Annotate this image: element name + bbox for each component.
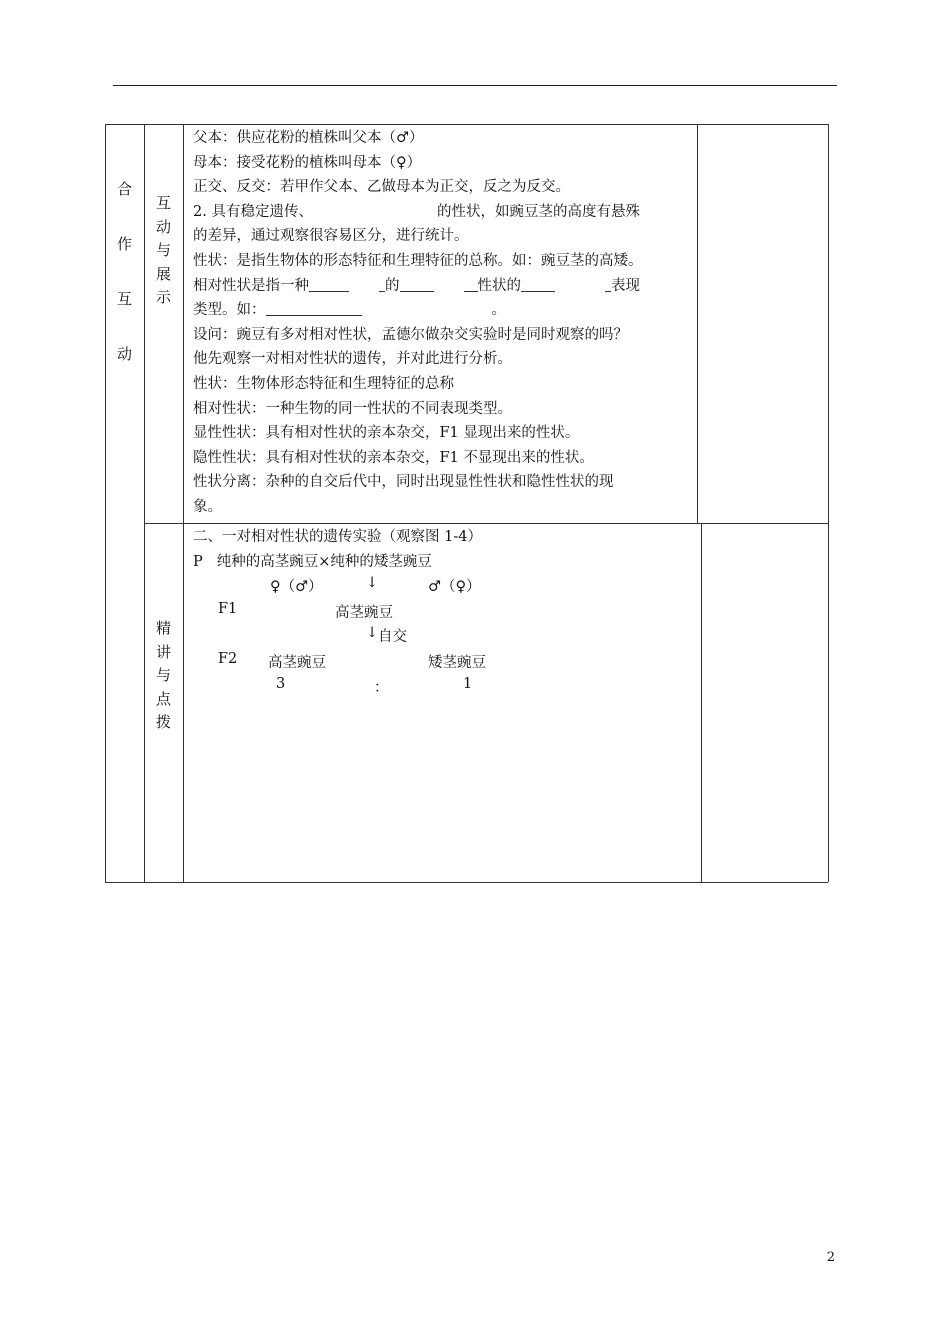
f1-value: 高茎豌豆 [335, 605, 393, 621]
text-line: 母本：接受花粉的植株叫母本（♀） [193, 154, 422, 171]
text-line: 的差异，通过观察很容易区分，进行统计。 [193, 228, 469, 245]
text-line: 他先观察一对相对性状的遗传，并对此进行分析。 [193, 351, 512, 368]
text-line: 设问：豌豆有多对相对性状，孟德尔做杂交实验时是同时观察的吗？ [193, 326, 628, 343]
text-line: 隐性性状：具有相对性状的亲本杂交，F1 不显现出来的性状。 [193, 449, 594, 466]
f2-label: F2 [218, 651, 238, 667]
ratio-left: 3 [276, 676, 286, 692]
text-line: 相对性状：一种生物的同一性状的不同表现类型。 [193, 400, 512, 417]
f1-label: F1 [218, 601, 238, 617]
text-line: 类型。如： 。 [193, 298, 643, 323]
ratio-separator: ： [374, 680, 389, 696]
text-line: 象。 [193, 498, 222, 515]
section2-content [193, 525, 482, 574]
section2-label: 精 讲 与 点 拨 [155, 619, 171, 731]
fill-blank[interactable] [521, 275, 555, 292]
arrow-down-icon: ↓ [366, 625, 379, 641]
page-number: 2 [826, 1250, 835, 1265]
table-border-top [105, 124, 828, 125]
p-generation-line: P 纯种的高茎豌豆×纯种的矮茎豌豆 [193, 553, 432, 570]
fill-blank[interactable] [266, 299, 362, 316]
text-line: 性状：生物体形态特征和生理特征的总称 [193, 375, 454, 392]
selfing-label: 自交 [378, 629, 407, 645]
table-col-divider-3b [701, 523, 702, 882]
outer-section-label: 合 作 互 动 [116, 180, 132, 363]
text-line: 2. 具有稳定遗传、 的性状，如豌豆茎的高度有悬殊 [193, 203, 640, 220]
table-border-bottom [105, 882, 828, 883]
text-line: 显性性状：具有相对性状的亲本杂交，F1 显现出来的性状。 [193, 425, 580, 442]
section1-label: 互 动 与 展 示 [155, 194, 171, 306]
text-line: 性状分离：杂种的自交后代中，同时出现显性性状和隐性性状的现 [193, 474, 614, 491]
section2-title: 二、一对相对性状的遗传实验（观察图 1-4） [193, 529, 482, 545]
fill-blank[interactable] [464, 275, 478, 292]
fill-blank[interactable] [309, 275, 349, 292]
text-line: 正交、反交：若甲作父本、乙做母本为正交，反之为反交。 [193, 179, 570, 196]
f2-tall: 高茎豌豆 [268, 655, 326, 671]
arrow-down-icon: ↓ [366, 575, 379, 591]
table-col-divider-3a [697, 124, 698, 524]
text-line: 相对性状是指一种 的 性状的 表现 [193, 274, 643, 299]
table-border-right [828, 124, 829, 882]
text-line: 性状：是指生物体的形态特征和生理特征的总称。如：豌豆茎的高矮。 [193, 252, 643, 269]
section1-content [193, 126, 643, 520]
text-line: 父本：供应花粉的植株叫父本（♂） [193, 130, 424, 146]
table-row-divider [144, 523, 828, 524]
ratio-right: 1 [463, 676, 473, 692]
fill-blank[interactable] [400, 275, 434, 292]
parent-right-symbol: ♂（♀） [428, 579, 481, 595]
table-col-divider-2 [183, 124, 184, 882]
f2-short: 矮茎豌豆 [428, 655, 486, 671]
parent-left-symbol: ♀（♂） [270, 579, 323, 595]
